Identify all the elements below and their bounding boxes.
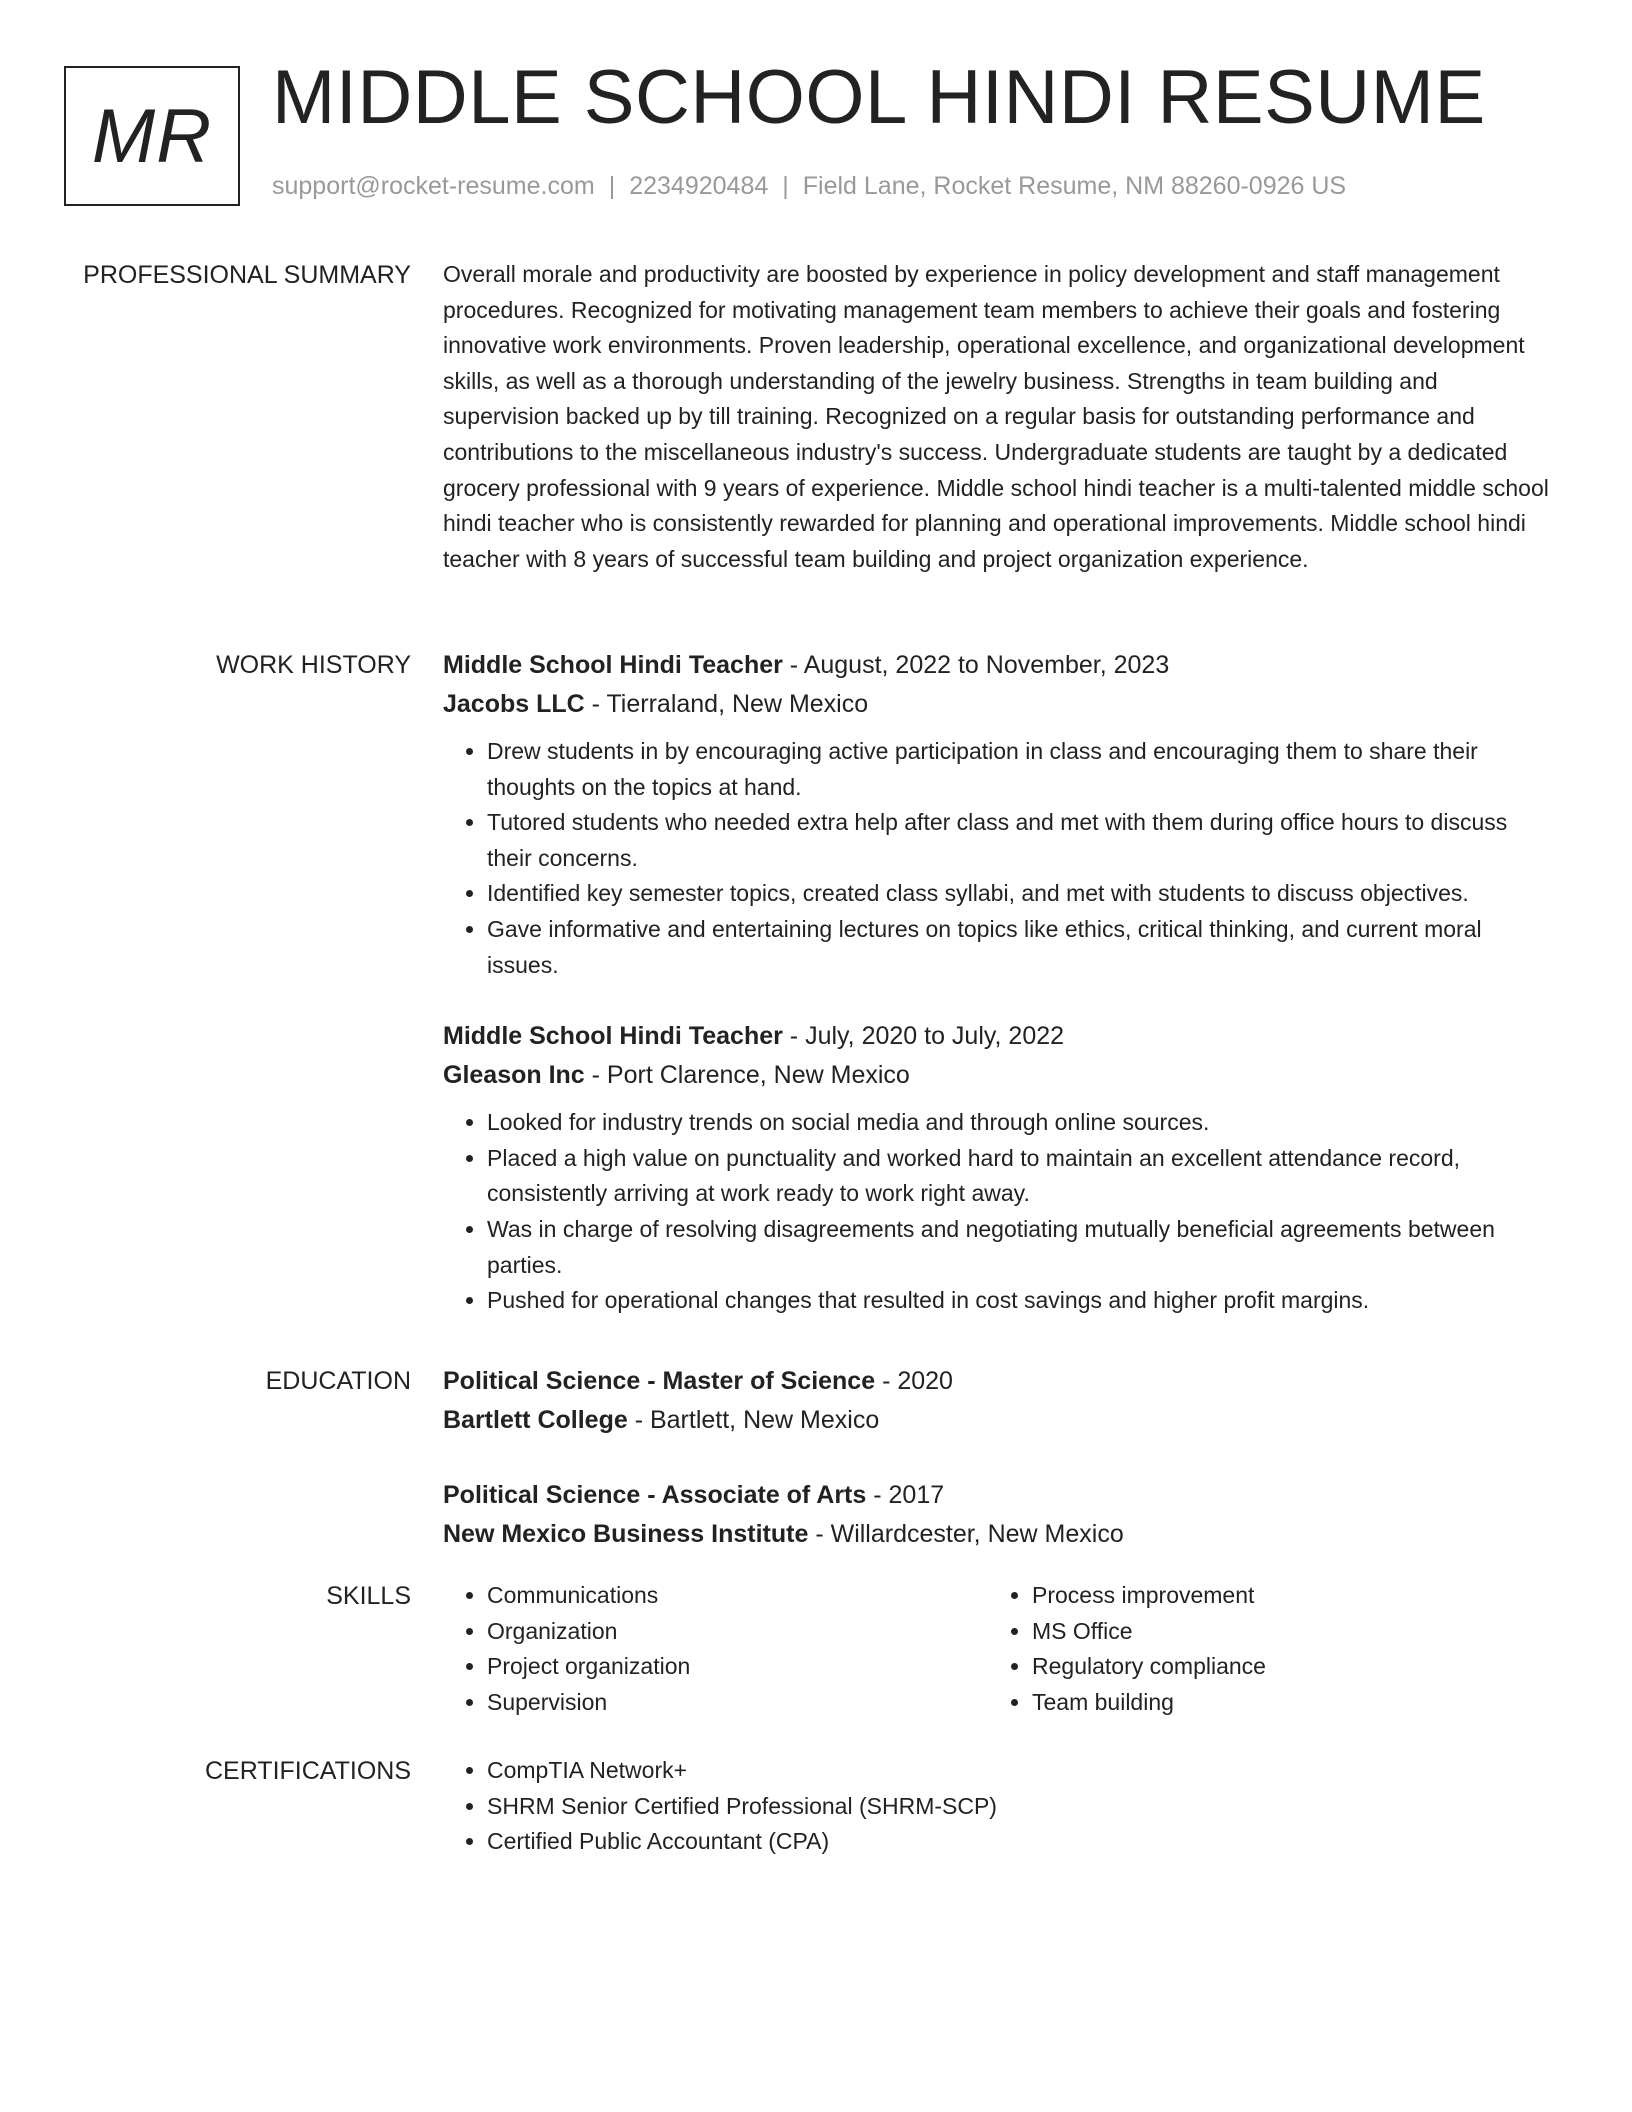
- monogram-box: MR: [64, 66, 240, 206]
- education-school-line: [443, 1401, 1558, 1440]
- section-label-summary: PROFESSIONAL SUMMARY: [83, 261, 411, 289]
- education-year: - 2017: [866, 1481, 945, 1509]
- skill-item: • Supervision: [487, 1685, 988, 1721]
- skill-item: • Project organization: [487, 1649, 988, 1685]
- education-degree-line: [443, 1476, 1558, 1515]
- skills-column-left: [443, 1578, 988, 1720]
- summary-body: [443, 257, 1558, 577]
- skill-item: • Team building: [1032, 1685, 1533, 1721]
- education-entry: [443, 1362, 1558, 1440]
- contact-email[interactable]: support@rocket-resume.com: [272, 172, 595, 200]
- job-location: - Tierraland, New Mexico: [584, 690, 869, 718]
- contact-phone[interactable]: 2234920484: [629, 172, 769, 200]
- job-bullet: • Gave informative and entertaining lectures on topics like ethics, critical thinking, and current moral issues.: [487, 912, 1558, 983]
- certification-item: • SHRM Senior Certified Professional (SHRM-SCP): [487, 1789, 1558, 1825]
- job-location: - Port Clarence, New Mexico: [584, 1061, 910, 1090]
- skills-list: [988, 1578, 1533, 1720]
- job-title-line: [443, 1017, 1558, 1056]
- job-bullets: [443, 1105, 1558, 1319]
- education-degree: Political Science - Associate of Arts: [443, 1481, 867, 1509]
- job-company: Jacobs LLC: [443, 690, 585, 718]
- job-entry: [443, 1017, 1558, 1319]
- education-school: Bartlett College: [443, 1406, 628, 1434]
- skills-list: [443, 1578, 988, 1720]
- education-degree: Political Science - Master of Science: [443, 1367, 876, 1395]
- skill-item: • Organization: [487, 1614, 988, 1650]
- contact-separator: |: [782, 172, 789, 200]
- job-title: Middle School Hindi Teacher: [443, 1022, 783, 1051]
- job-title-line: [443, 646, 1558, 685]
- summary-text: Overall morale and productivity are boosted by experience in policy development and staff management procedures. Recognized for motivating management team members to achieve their goals and fostering innovative work environments. Proven leadership, operational excellence, and organizational development skills, as well as a thorough understanding of the jewelry business. Strengths in team building and supervision backed up by till training. Recognized on a regular basis for outstanding performance and contributions to the miscellaneous industry's success. Undergraduate students are taught by a dedicated grocery professional with 9 years of experience. Middle school hindi teacher is a multi-talented middle school hindi teacher who is consistently rewarded for planning and operational improvements. Middle school hindi teacher with 8 years of successful team building and project organization experience.: [443, 261, 1549, 572]
- certifications-body: [443, 1753, 1558, 1860]
- job-bullet: • Identified key semester topics, created class syllabi, and met with students to discuss objectives.: [487, 876, 1558, 912]
- education-school-line: [443, 1515, 1558, 1554]
- section-label-certifications: CERTIFICATIONS: [204, 1757, 411, 1785]
- skills-column-right: [988, 1578, 1533, 1720]
- certification-item: • CompTIA Network+: [487, 1753, 1558, 1789]
- skills-grid: [443, 1578, 1558, 1720]
- job-bullet: • Was in charge of resolving disagreements and negotiating mutually beneficial agreements between parties.: [487, 1212, 1558, 1283]
- contact-separator: |: [608, 172, 616, 200]
- work-history-body: [443, 646, 1558, 1353]
- certifications-list: [443, 1753, 1558, 1860]
- job-bullet: • Placed a high value on punctuality and worked hard to maintain an excellent attendance record, consistently arriving at work ready to work right away.: [487, 1141, 1558, 1212]
- skill-item: • Communications: [487, 1578, 988, 1614]
- skill-item: • Process improvement: [1032, 1578, 1533, 1614]
- education-body: [443, 1362, 1558, 1590]
- job-title: Middle School Hindi Teacher: [443, 651, 783, 679]
- certification-item: • Certified Public Accountant (CPA): [487, 1824, 1558, 1860]
- contact-address: Field Lane, Rocket Resume, NM 88260-0926 US: [802, 172, 1347, 200]
- job-bullet: • Drew students in by encouraging active participation in class and encouraging them to share their thoughts on the topics at hand.: [487, 734, 1558, 805]
- education-location: - Willardcester, New Mexico: [808, 1520, 1124, 1548]
- job-bullet: • Pushed for operational changes that resulted in cost savings and higher profit margins.: [487, 1283, 1558, 1319]
- job-org-line: [443, 1056, 1558, 1095]
- job-dates: - July, 2020 to July, 2022: [782, 1022, 1065, 1051]
- section-label-work-history: WORK HISTORY: [216, 651, 411, 679]
- job-org-line: [443, 685, 1558, 724]
- job-entry: [443, 646, 1558, 983]
- education-school: New Mexico Business Institute: [443, 1520, 809, 1548]
- job-bullets: [443, 734, 1558, 983]
- resume-title: MIDDLE SCHOOL HINDI RESUME: [272, 55, 1486, 140]
- skill-item: • Regulatory compliance: [1032, 1649, 1533, 1685]
- job-company: Gleason Inc: [443, 1061, 585, 1090]
- education-year: - 2020: [875, 1367, 953, 1395]
- education-degree-line: [443, 1362, 1558, 1401]
- skill-item: • MS Office: [1032, 1614, 1533, 1650]
- section-label-education: EDUCATION: [265, 1367, 411, 1395]
- education-location: - Bartlett, New Mexico: [627, 1406, 880, 1434]
- job-bullet: • Looked for industry trends on social media and through online sources.: [487, 1105, 1558, 1141]
- skills-body: [443, 1578, 1558, 1720]
- contact-line: [272, 172, 1346, 201]
- job-dates: - August, 2022 to November, 2023: [782, 651, 1170, 679]
- job-bullet: • Tutored students who needed extra help after class and met with them during office hours to discuss their concerns.: [487, 805, 1558, 876]
- section-label-skills: SKILLS: [326, 1582, 411, 1610]
- education-entry: [443, 1476, 1558, 1554]
